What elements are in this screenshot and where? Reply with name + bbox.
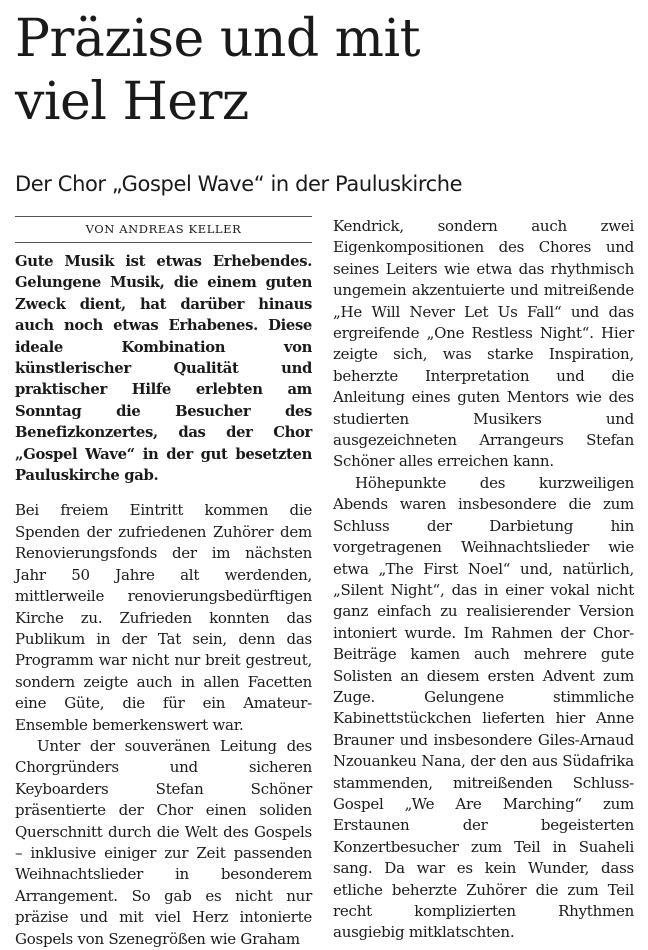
body-paragraph-2: Unter der souveränen Leitung des Chorgründers und sicheren Keyboarders Stefan Schöner präsentierte der Chor einen soliden Querschnitt durch die Welt des Gospels – inklusive einiger zur Zeit passenden Weihnachtslieder in besonderem Arrangement. So gab es nicht nur präzise und mit viel Herz intonierte Gospels von Szenegrößen wie Graham [15,736,312,948]
headline [15,8,635,134]
body-paragraph-1: Bei freiem Eintritt kommen die Spenden der zufriedenen Zuhörer dem Renovierungsfonds der im nächsten Jahr 50 Jahre alt werdenden, mittlerweile renovierungsbedürftigen Kirche zu. Zufrieden konnten das Publikum in der Tat sein, denn das Programm war nicht nur breit gestreut, sondern zeigte auch in allen Facetten eine Güte, die für ein Amateur-Ensemble bemerkenswert war. [15,501,312,734]
byline: VON ANDREAS KELLER [15,216,312,243]
body-paragraph-3: Kendrick, sondern auch zwei Eigenkompositionen des Chores und seines Leiters wie etwa das rhythmisch ungemein akzentuierte und mitreißende „He Will Never Let Us Fall“ und das ergreifende „One Restless Night“. Hier zeigte sich, was starke Inspiration, beherzte Interpretation und die Anleitung eines guten Mentors wie des studierten Musikers und ausgezeichneten Arrangeurs Stefan Schöner alles erreichen kann. [333,217,634,471]
body-paragraph-4: Höhepunkte des kurzweiligen Abends waren insbesondere die zum Schluss der Darbietung hin vorgetragenen Weihnachtslieder wie etwa „The First Noel“ und, natürlich, „Silent Night“, das in einer vokal nicht ganz einfach zu realisierender Version intoniert wurde. Im Rahmen der Chor-Beiträge kamen auch mehrere gute Solisten an diesem ersten Advent zum Zuge. Gelungene stimmliche Kabinettstückchen lieferten hier Anne Brauner und insbesondere Giles-Arnaud Nzouankeu Nana, der den aus Südafrika stammenden, mitreißenden Schluss-Gospel „We Are Marching“ zum Erstaunen der begeisterten Konzertbesucher zum Teil in Suaheli sang. Da war es kein Wunder, dass etliche beherzte Zuhörer die zum Teil recht komplizierten Rhythmen ausgiebig mitklatschten. [333,473,634,942]
headline-line-1: Präzise und mit [15,9,420,69]
article-column-left [15,216,312,950]
subheadline: Der Chor „Gospel Wave“ in der Pauluskirche [15,172,463,196]
headline-line-2: viel Herz [15,72,249,132]
lead-paragraph: Gute Musik ist etwas Erhebendes. Gelungene Musik, die einem guten Zweck dient, hat darüber hinaus auch noch etwas Erhabenes. Diese ideale Kombination von künstlerischer Qualität und praktischer Hilfe erlebten am Sonntag die Besucher des Benefizkonzertes, das der Chor „Gospel Wave“ in der gut besetzten Pauluskirche gab. [15,253,312,485]
article-column-right [333,216,634,944]
